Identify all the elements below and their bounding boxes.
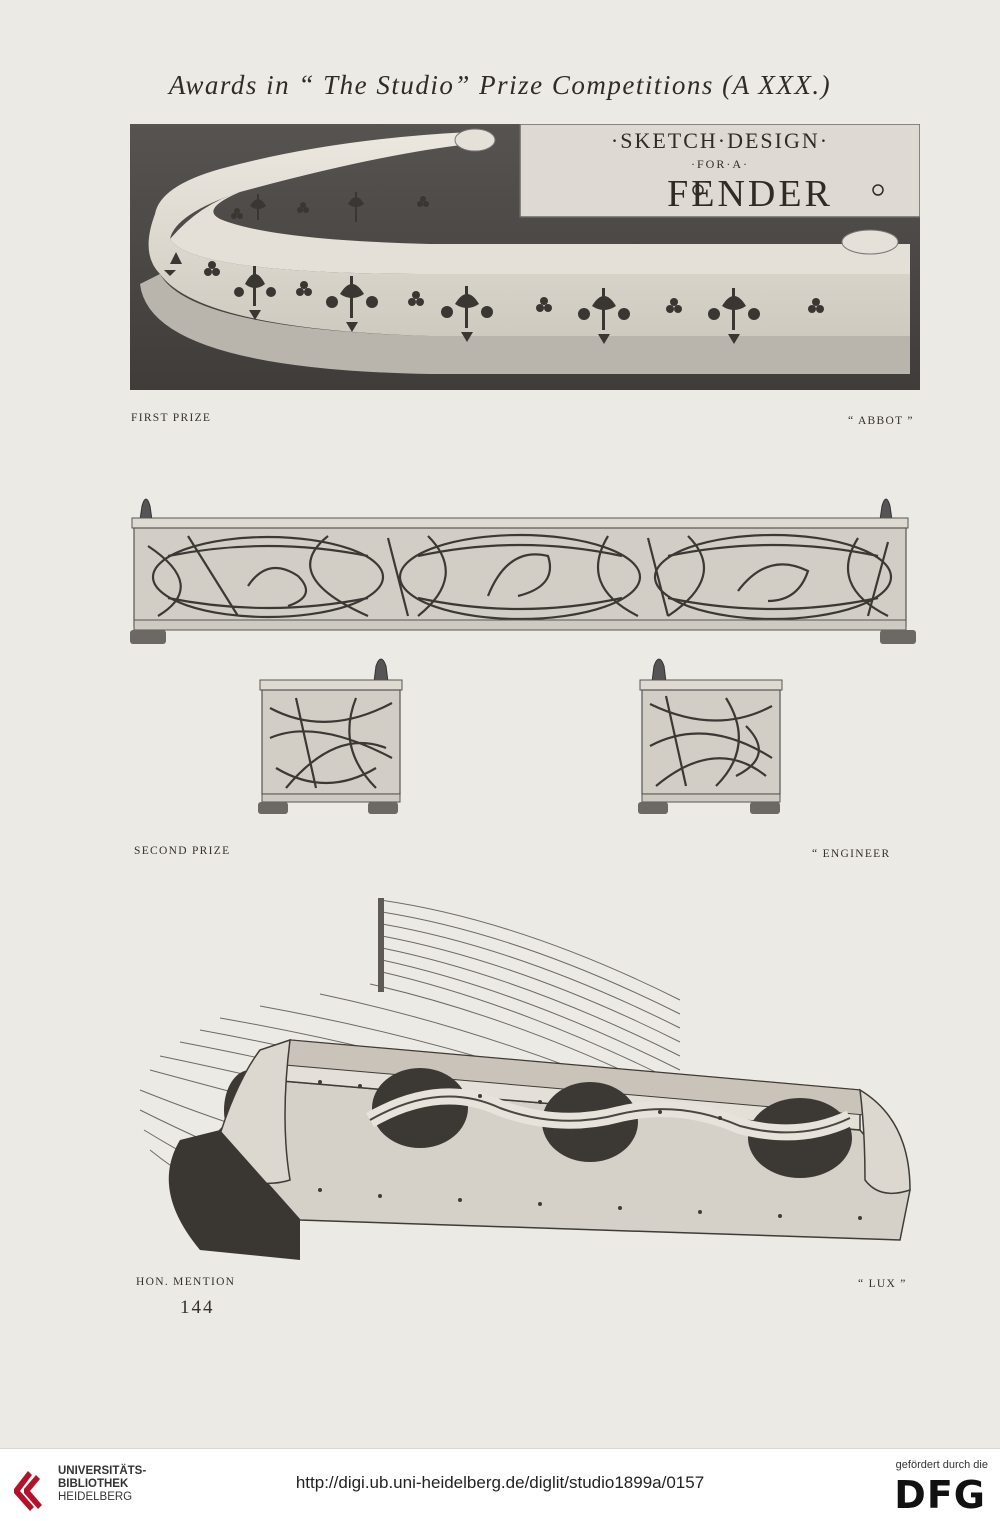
library-name-line-3: HEIDELBERG [58, 1491, 133, 1503]
caption-award-2: SECOND PRIZE [134, 845, 231, 857]
caption-pseudonym-2: “ ENGINEER [812, 848, 891, 860]
figure-first-prize-fender [130, 124, 920, 390]
caption-pseudonym-3: “ LUX ” [858, 1278, 907, 1290]
library-name-line-2: BIBLIOTHEK [58, 1478, 129, 1490]
caption-pseudonym-1: “ ABBOT ” [848, 415, 914, 427]
sign-line-2: ·FOR·A· [691, 157, 749, 171]
sign-line-1: ·SKETCH·DESIGN· [610, 128, 830, 153]
sponsor-label: gefördert durch die [895, 1459, 988, 1471]
figure-second-prize-side-panel-left [256, 648, 406, 816]
dfg-logo: DFG [894, 1473, 986, 1517]
caption-award-3: HON. MENTION [136, 1276, 236, 1288]
running-title: Awards in “ The Studio” Prize Competitions (A XXX.) [168, 70, 832, 100]
library-name-line-1: UNIVERSITÄTS- [58, 1465, 147, 1477]
figure-second-prize-side-panel-right [636, 646, 786, 816]
page-number: 144 [180, 1297, 215, 1318]
sign-line-3: FENDER [667, 173, 833, 215]
viewer-footer [0, 1448, 1000, 1521]
figure-hon-mention-fender [120, 890, 920, 1270]
caption-award-1: FIRST PRIZE [131, 412, 212, 424]
figure-second-prize-fender-front [128, 486, 918, 646]
permalink-url[interactable]: http://digi.ub.uni-heidelberg.de/diglit/studio1899a/0157 [295, 1473, 705, 1492]
